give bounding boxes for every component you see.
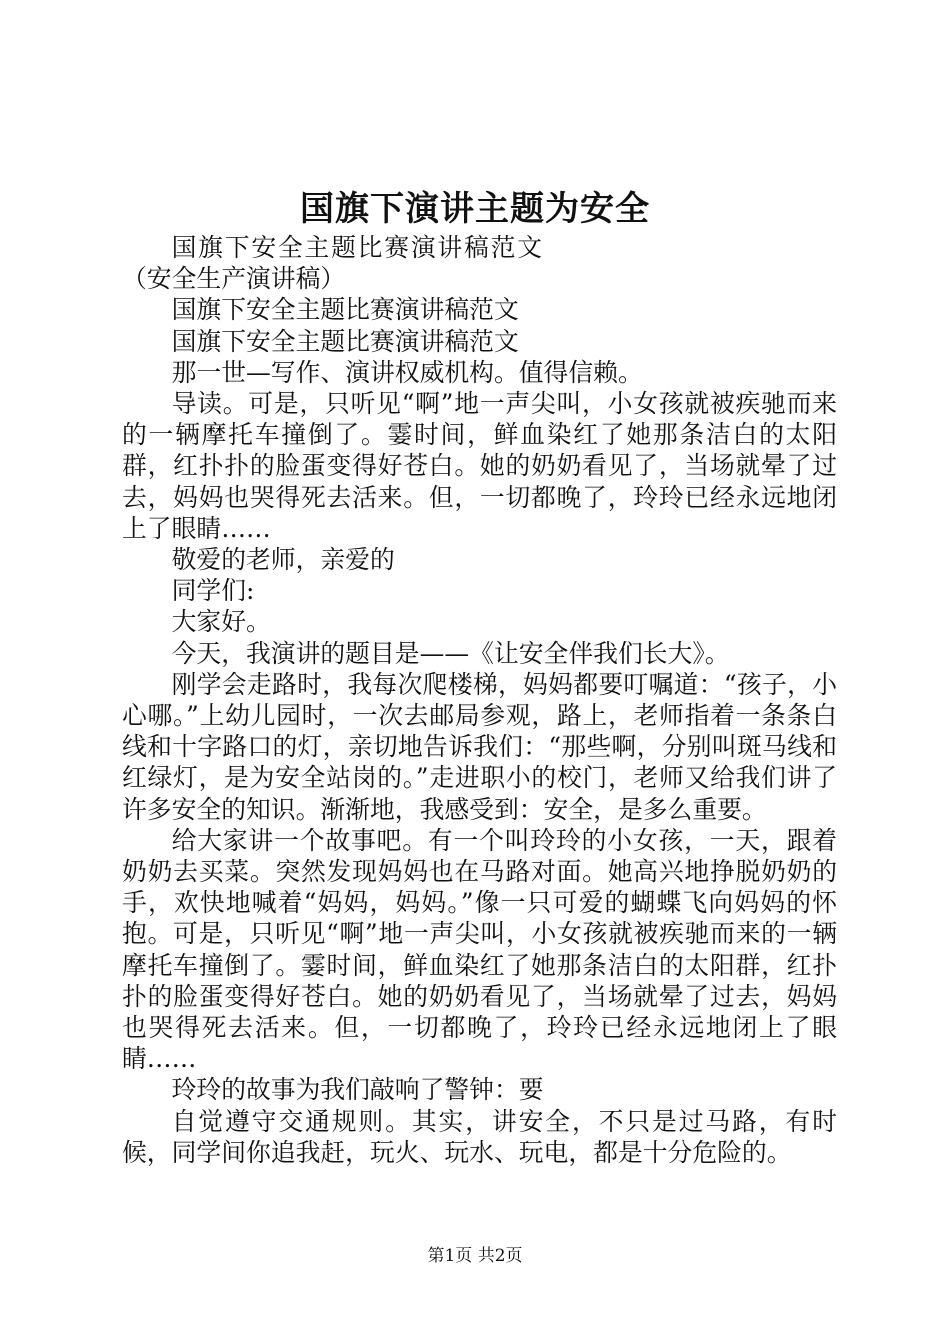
paragraph-salutation: 敬爱的老师，亲爱的 [171,545,395,575]
paragraph: 刚学会走路时，我每次爬楼梯，妈妈都要叮嘱道：“孩子，小心哪。”上幼儿园时，一次去邮局参观，路上，老师指着一条条白线和十字路口的灯，亲切地告诉我们：“那些啊，分别叫斑马线和红绿灯，是为安全站岗的。”走进职小的校门，老师又给我们讲了许多安全的知识。渐渐地，我感受到：安全，是多么重要。 [122,669,837,824]
paragraph: 玲玲的故事为我们敲响了警钟：要 [171,1075,544,1105]
paragraph: 自觉遵守交通规则。其实，讲安全，不只是过马路，有时候，同学间你追我赶，玩火、玩水、玩电，都是十分危险的。 [122,1106,837,1167]
paragraph-topic: 今天，我演讲的题目是——《让安全伴我们长大》。 [171,638,730,668]
document-title: 国旗下演讲主题为安全 [300,189,650,229]
paragraph-subtitle: 国旗下安全主题比赛演讲稿范文（安全生产演讲稿） [122,233,542,294]
paragraph: 国旗下安全主题比赛演讲稿范文 [171,326,519,356]
paragraph: 国旗下安全主题比赛演讲稿范文 [171,295,519,325]
page-footer: 第1页 共2页 [427,1246,523,1266]
paragraph-intro: 导读。可是，只听见“啊”地一声尖叫，小女孩就被疾驰而来的一辆摩托车撞倒了。霎时间，鲜血染红了她那条洁白的太阳群，红扑扑的脸蛋变得好苍白。她的奶奶看见了，当场就晕了过去，妈妈也哭得死去活来。但，一切都晚了，玲玲已经永远地闭上了眼睛…… [122,389,837,543]
document-body [122,232,837,1168]
paragraph: 那一世—写作、演讲权威机构。值得信赖。 [171,357,643,387]
paragraph-story: 给大家讲一个故事吧。有一个叫玲玲的小女孩，一天，跟着奶奶去买菜。突然发现妈妈也在马路对面。她高兴地挣脱奶奶的手，欢快地喊着“妈妈，妈妈。”像一只可爱的蝴蝶飞向妈妈的怀抱。可是，只听见“啊”地一声尖叫，小女孩就被疾驰而来的一辆摩托车撞倒了。霎时间，鲜血染红了她那条洁白的太阳群，红扑扑的脸蛋变得好苍白。她的奶奶看见了，当场就晕了过去，妈妈也哭得死去活来。但，一切都晚了，玲玲已经永远地闭上了眼睛…… [122,825,837,1074]
paragraph-salutation: 同学们: [171,576,255,606]
paragraph-greeting: 大家好。 [171,607,271,637]
